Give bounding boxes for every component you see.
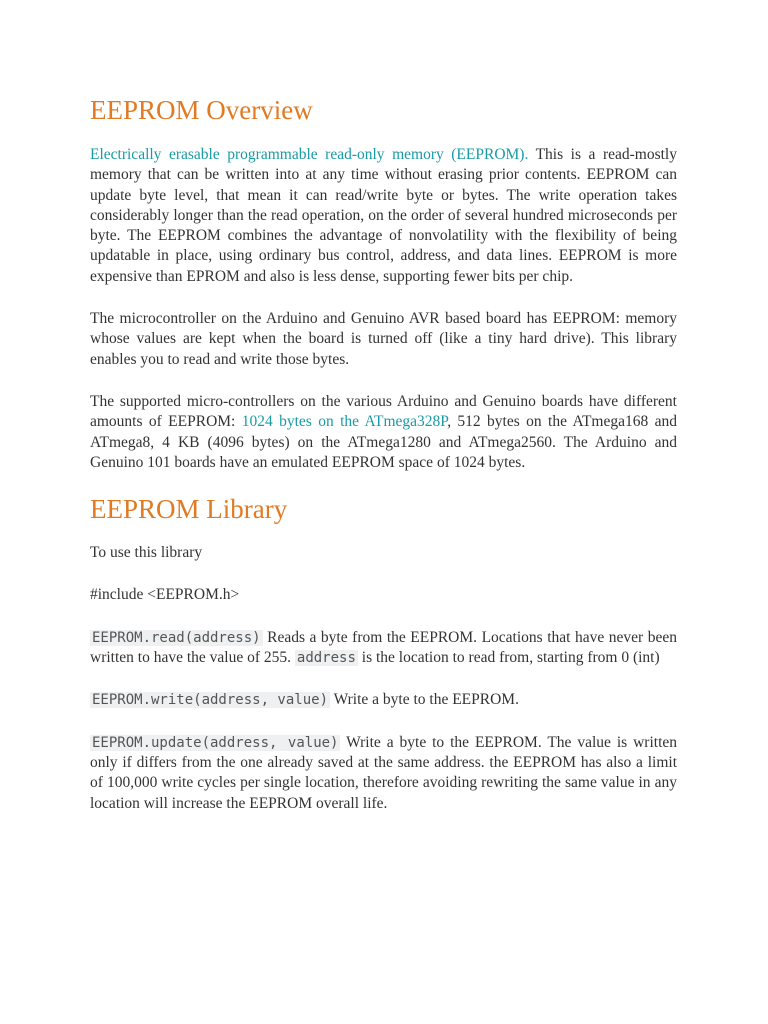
read-function-description (90, 628, 677, 669)
update-function-text: Write a byte to the EEPROM. The value is written only if differs from the one already saved at the same address. the EEPROM has also a limit of 100,000 write cycles per single location, therefore avoiding rewriting the same value in any location will increase the EEPROM overall life. (90, 733, 678, 812)
library-intro: To use this library (90, 544, 203, 562)
update-function-description (90, 733, 677, 814)
overview-paragraph-3-text-after: , 512 bytes on the ATmega168 and ATmega8, 4 KB (4096 bytes) on the ATmega1280 and ATmega2560. The Arduino and Genuino 101 boards have an emulated EEPROM space of 1024 bytes. (90, 413, 677, 471)
overview-paragraph-1-text: This is a read-mostly memory that can be written into at any time without erasing prior contents. EEPROM can update byte level, that mean it can read/write byte or bytes. The write operation takes considerably longer than the read operation, on the order of several hundred microseconds per byte. The EEPROM combines the advantage of nonvolatility with the flexibility of being updatable in place, using ordinary bus control, address, and data lines. EEPROM is more expensive than EPROM and also is less dense, supporting fewer bits per chip. (90, 146, 677, 285)
write-function-description (90, 690, 677, 710)
overview-heading: EEPROM Overview (90, 95, 313, 125)
read-function-text-2: is the location to read from, starting from 0 (int) (357, 649, 660, 667)
document-page (90, 90, 677, 814)
write-function-code: EEPROM.write(address, value) (92, 692, 329, 709)
overview-paragraph-3-text-before: The supported micro-controllers on the various Arduino and Genuino boards have different amounts of EEPROM: (90, 392, 677, 431)
atmega328p-link[interactable]: 1024 bytes on the ATmega328P (241, 413, 448, 431)
update-function-code: EEPROM.update(address, value) (92, 734, 339, 751)
library-heading: EEPROM Library (90, 494, 288, 525)
write-function-text: Write a byte to the EEPROM. (330, 691, 519, 709)
overview-paragraph-3 (90, 392, 677, 473)
overview-paragraph-2: The microcontroller on the Arduino and Genuino AVR based board has EEPROM: memory whose values are kept when the board is turned off (like a tiny hard drive). This library enables you to read and write those bytes. (90, 310, 677, 368)
overview-paragraph-1 (90, 145, 677, 287)
read-function-text-1: Reads a byte from the EEPROM. Locations that have never been written to have the value of 255. (90, 628, 677, 667)
eeprom-definition-link[interactable]: Electrically erasable programmable read-only memory (EEPROM). (90, 146, 529, 163)
address-param-code: address (296, 650, 356, 667)
read-function-code: EEPROM.read(address) (92, 629, 261, 646)
include-line: #include <EEPROM.h> (90, 586, 240, 604)
